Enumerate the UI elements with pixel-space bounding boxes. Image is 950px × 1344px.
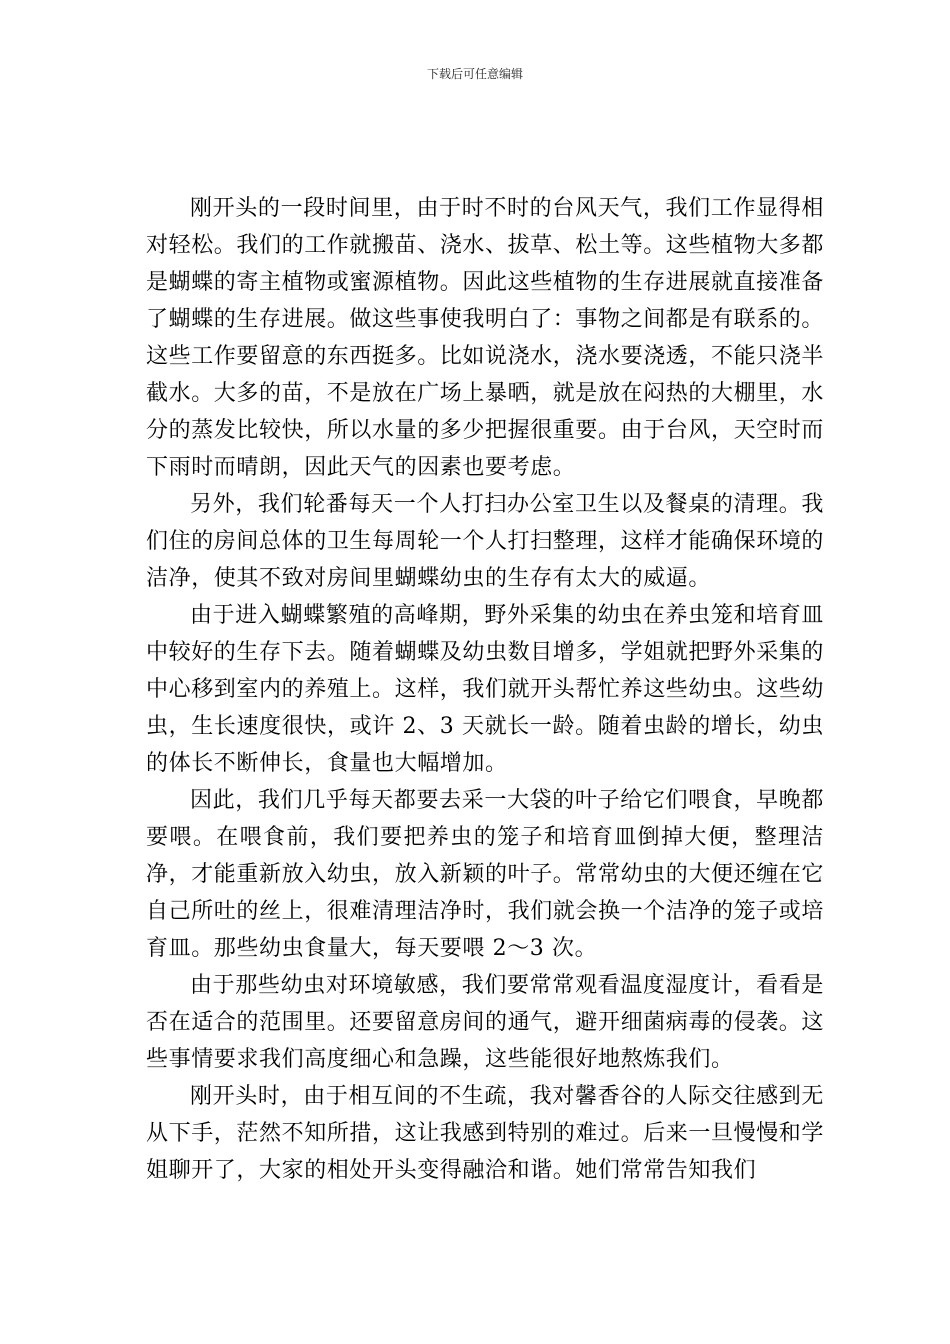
header-note: 下载后可任意编辑: [426, 67, 523, 81]
paragraph-3: 由于进入蝴蝶繁殖的高峰期，野外采集的幼虫在养虫笼和培育皿中较好的生存下去。随着蝴蝶及幼虫数目增多，学姐就把野外采集的中心移到室内的养殖上。这样，我们就开头帮忙养这些幼虫。这些幼虫，生长速度很快，或许 2、3 天就长一龄。随着虫龄的增长，幼虫的体长不断伸长，食量也大幅增加。: [146, 603, 825, 776]
paragraph-5: 由于那些幼虫对环境敏感，我们要常常观看温度湿度计，看看是否在适合的范围里。还要留意房间的通气，避开细菌病毒的侵袭。这些事情要求我们高度细心和急躁，这些能很好地熬炼我们。: [146, 973, 825, 1072]
paragraph-4: 因此，我们几乎每天都要去采一大袋的叶子给它们喂食，早晚都要喂。在喂食前，我们要把养虫的笼子和培育皿倒掉大便，整理洁净，才能重新放入幼虫，放入新颖的叶子。常常幼虫的大便还缠在它自己所吐的丝上，很难清理洁净时，我们就会换一个洁净的笼子或培育皿。那些幼虫食量大，每天要喂 2～3 次。: [146, 788, 825, 961]
paragraph-6: 刚开头时，由于相互间的不生疏，我对馨香谷的人际交往感到无从下手，茫然不知所措，这让我感到特别的难过。后来一旦慢慢和学姐聊开了，大家的相处开头变得融洽和谐。她们常常告知我们: [146, 1084, 825, 1183]
paragraph-1: 刚开头的一段时间里，由于时不时的台风天气，我们工作显得相对轻松。我们的工作就搬苗、浇水、拔草、松土等。这些植物大多都是蝴蝶的寄主植物或蜜源植物。因此这些植物的生存进展就直接准备了蝴蝶的生存进展。做这些事使我明白了：事物之间都是有联系的。这些工作要留意的东西挺多。比如说浇水，浇水要浇透，不能只浇半截水。大多的苗，不是放在广场上暴晒，就是放在闷热的大棚里，水分的蒸发比较快，所以水量的多少把握很重要。由于台风，天空时而下雨时而晴朗，因此天气的因素也要考虑。: [146, 196, 825, 480]
document-body: [146, 190, 824, 1189]
paragraph-2: 另外，我们轮番每天一个人打扫办公室卫生以及餐桌的清理。我们住的房间总体的卫生每周轮一个人打扫整理，这样才能确保环境的洁净，使其不致对房间里蝴蝶幼虫的生存有太大的威逼。: [146, 492, 825, 591]
